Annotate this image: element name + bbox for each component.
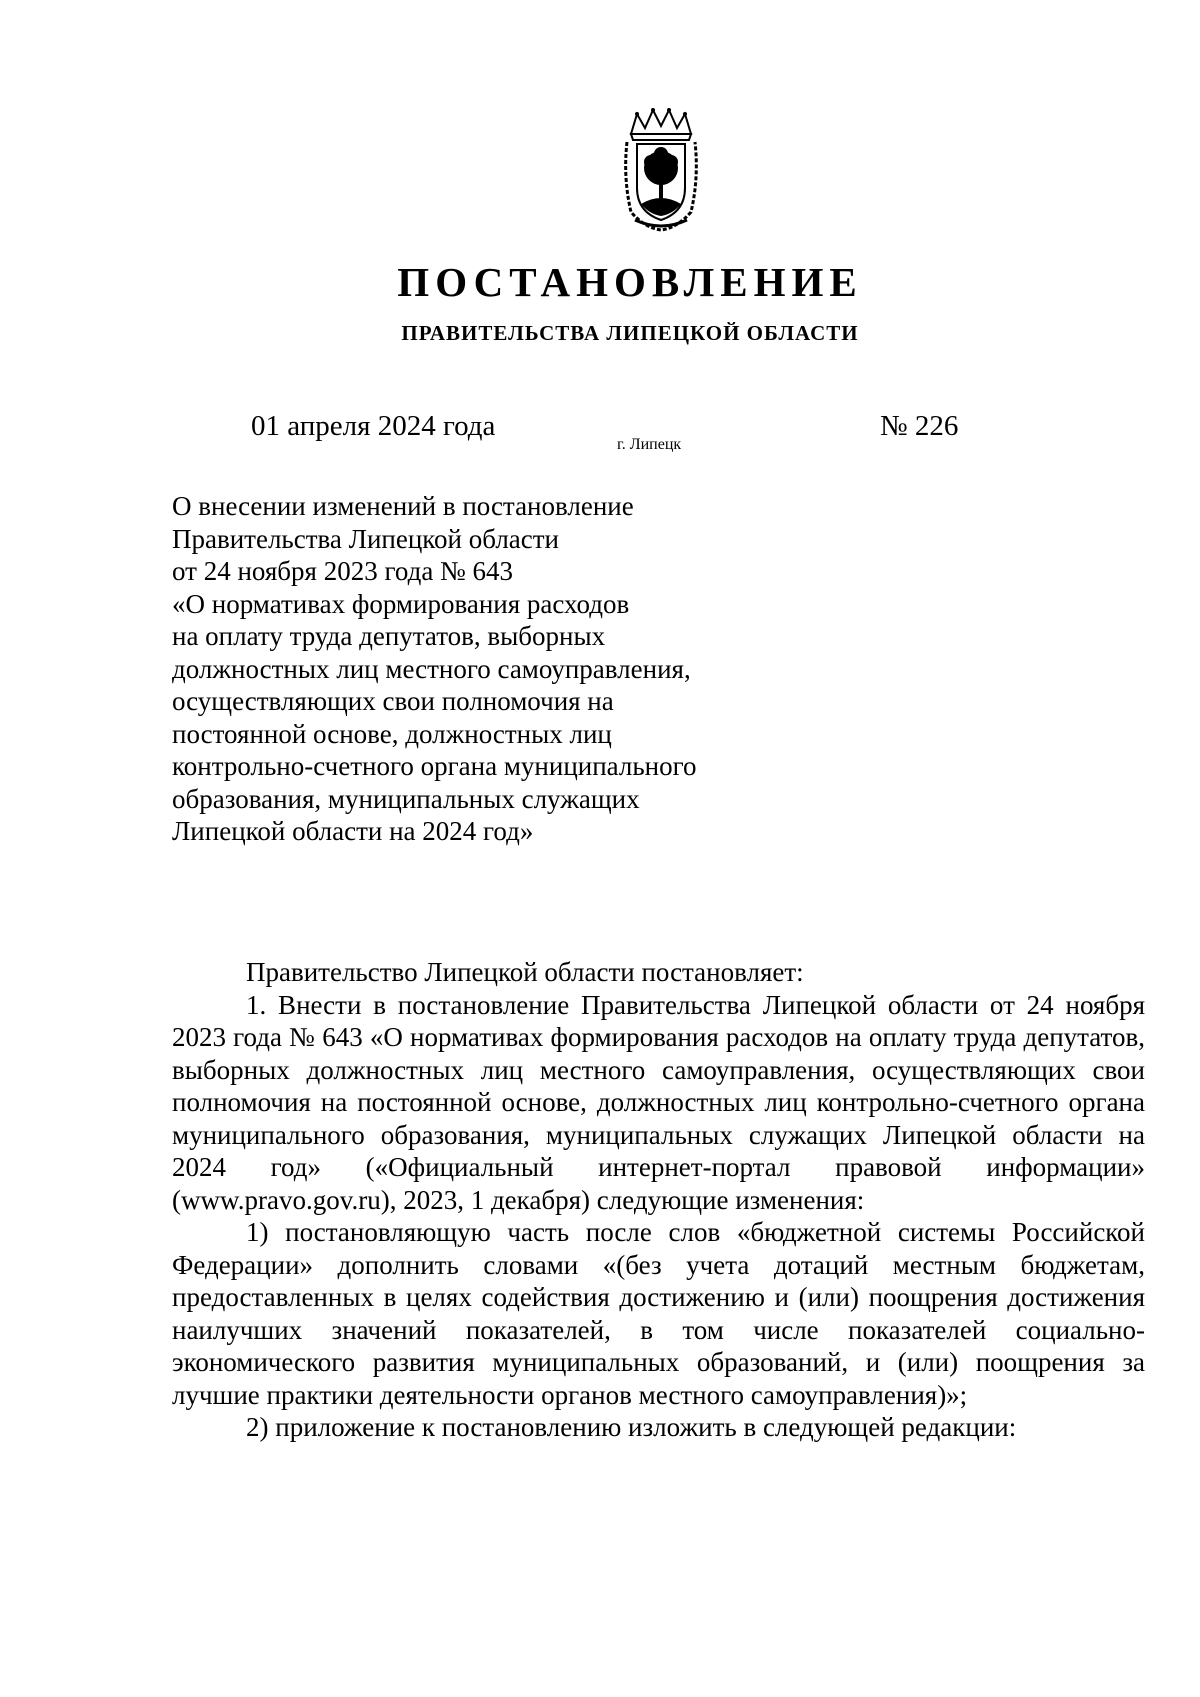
- document-date: 01 апреля 2024 года: [251, 410, 496, 442]
- body-paragraph: 2) приложение к постановлению изложить в следующей редакции:: [246, 1412, 1017, 1442]
- document-subtitle: ПРАВИТЕЛЬСТВА ЛИПЕЦКОЙ ОБЛАСТИ: [401, 321, 859, 345]
- lipetsk-coat-of-arms-icon: [621, 108, 701, 232]
- document-title: ПОСТАНОВЛЕНИЕ: [397, 259, 863, 305]
- coat-of-arms-emblem: [621, 108, 701, 232]
- document-body: [172, 956, 1145, 1444]
- heading-line: контрольно-счетного органа муниципального: [172, 751, 697, 781]
- heading-line: О внесении изменений в постановление: [172, 491, 634, 521]
- document-city: г. Липецк: [617, 436, 682, 453]
- heading-line: на оплату труда депутатов, выборных: [172, 621, 606, 651]
- heading-line: от 24 ноября 2023 года № 643: [172, 556, 514, 586]
- body-intro: Правительство Липецкой области постановляет:: [246, 957, 804, 987]
- heading-line: Правительства Липецкой области: [172, 523, 560, 554]
- document-heading: [172, 490, 812, 848]
- body-paragraph: 1. Внести в постановление Правительства Липецкой области от 24 ноября 2023 года № 643 «О нормативах формирования расходов на оплату труда депутатов, выборных должностных лиц местного самоуправления, осуществляющих свои полномочия на постоянной основе, должностных лиц контрольно-счетного органа муниципального образования, муниципальных служащих Липецкой области на 2024 год» («Официальный интернет-портал правовой информации» (www.pravo.gov.ru), 2023, 1 декабря) следующие изменения:: [172, 989, 1145, 1215]
- heading-line: должностных лиц местного самоуправления,: [172, 653, 691, 684]
- heading-line: постоянной основе, должностных лиц: [172, 718, 612, 749]
- body-paragraph: 1) постановляющую часть после слов «бюджетной системы Российской Федерации» дополнить словами «(без учета дотаций местным бюджетам, предоставленных в целях содействия достижению и (или) поощрения достижения наилучших значений показателей, в том числе показателей социально-экономического развития муниципальных образований, и (или) поощрения за лучшие практики деятельности органов местного самоуправления)»;: [172, 1217, 1145, 1410]
- heading-line: образования, муниципальных служащих: [172, 783, 640, 814]
- heading-line: «О нормативах формирования расходов: [172, 588, 630, 619]
- heading-line: Липецкой области на 2024 год»: [172, 816, 534, 846]
- document-number: № 226: [880, 410, 959, 442]
- heading-line: осуществляющих свои полномочия на: [172, 686, 614, 716]
